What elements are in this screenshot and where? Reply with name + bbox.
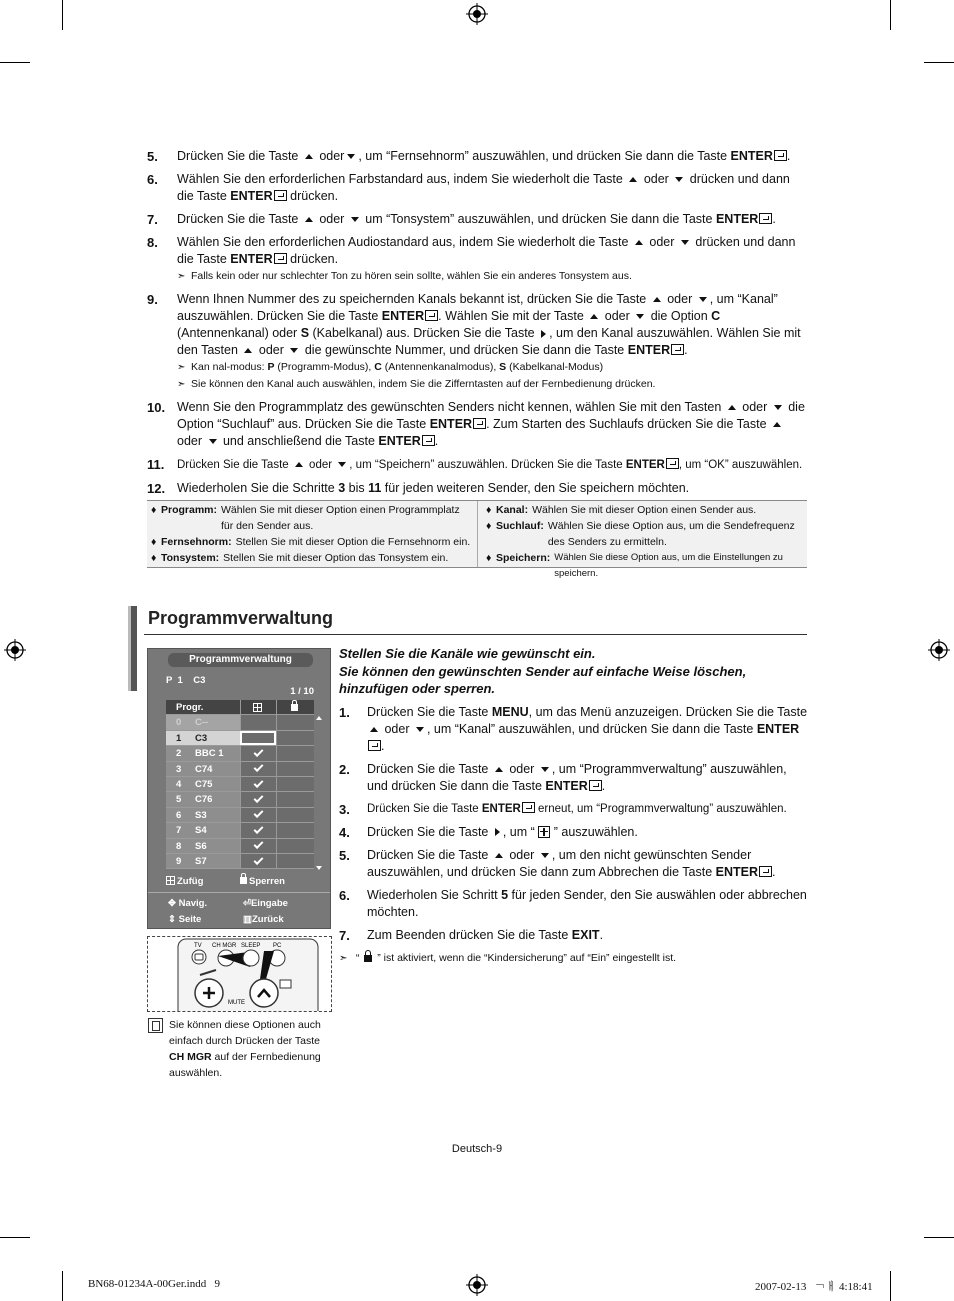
step-text: Drücken Sie die Taste oder , um “Fernsehnorm” auszuwählen, und drücken Sie dann die Taste ENTER . [177, 149, 791, 163]
bullet-icon: ♦ [151, 536, 157, 548]
enter-icon [589, 780, 602, 791]
crop-mark [890, 0, 891, 30]
osd-program-info: P 1 C3 [166, 675, 206, 686]
enter-icon [774, 150, 787, 161]
channel-number: 7 [176, 825, 182, 837]
page-number: Deutsch-9 [451, 1143, 503, 1155]
crop-mark [924, 62, 954, 63]
step-text: Wiederholen Sie Schritt 5 für jeden Sender, den Sie auswählen oder abbrechen möchten. [367, 887, 807, 919]
bullet-icon: ♦ [486, 520, 492, 532]
channel-name: C75 [195, 778, 213, 790]
osd-divider [148, 892, 330, 893]
lock-icon [291, 704, 298, 711]
step-number: 7. [339, 927, 350, 943]
steps-list [147, 148, 809, 503]
osd-channel-row [166, 715, 314, 730]
remote-tv-label: TV [194, 943, 202, 949]
step-text: Wählen Sie den erforderlichen Audiostandard aus, indem Sie wiederholt die Taste oder drücken und dann die Taste ENTER drücken. ➣ Falls kein oder nur schlechter Ton zu hören sein sollte, wählen Sie ein anderes Tonsystem aus. [177, 234, 809, 285]
channel-name: BBC 1 [195, 748, 224, 760]
enter-icon [274, 253, 287, 264]
step-item [147, 234, 809, 285]
osd-add-label: Zufüg [177, 876, 204, 887]
registration-mark-icon [466, 1274, 488, 1296]
option-label: Fernsehnorm: [161, 536, 232, 548]
step-number: 4. [339, 824, 350, 840]
crop-mark [62, 0, 63, 30]
enter-icon [759, 866, 772, 877]
channel-name: S7 [195, 855, 207, 867]
option-row [151, 550, 473, 566]
option-row [486, 518, 803, 550]
remote-mute-label: MUTE [228, 1000, 245, 1006]
scroll-up-icon [316, 716, 322, 720]
step-text: Drücken Sie die Taste ENTER erneut, um “Programmverwaltung” auszuwählen. [367, 802, 787, 815]
channel-name: C-- [195, 717, 209, 729]
lock-icon [240, 877, 247, 884]
down-arrow-icon [681, 240, 689, 245]
channel-name: C76 [195, 794, 213, 806]
down-arrow-icon [416, 727, 424, 732]
crop-mark [890, 1271, 891, 1301]
step-number: 2. [339, 761, 350, 777]
option-text: Wählen Sie diese Option aus, um die Einstellungen zu speichern. [554, 552, 783, 579]
note-arrow-icon: ➣ [177, 379, 186, 390]
step-number: 8. [147, 235, 158, 250]
osd-header-label: Progr. [176, 702, 204, 713]
registration-mark-icon [4, 639, 26, 661]
osd-channel-row [166, 746, 314, 761]
option-label: Tonsystem: [161, 552, 220, 564]
scroll-down-icon [316, 866, 322, 870]
option-label: Suchlauf: [496, 520, 544, 532]
step-number: 12. [147, 481, 166, 496]
up-arrow-icon [590, 314, 598, 319]
down-arrow-icon [290, 348, 298, 353]
section-bar [128, 606, 137, 691]
remote-pc-label: PC [273, 943, 282, 949]
option-text: Stellen Sie mit dieser Option das Tonsystem ein. [223, 552, 449, 564]
intro-line-1: Stellen Sie die Kanäle wie gewünscht ein. [339, 646, 596, 661]
options-right-column [478, 501, 807, 579]
bullet-icon: ♦ [486, 504, 492, 516]
enter-icon [522, 802, 535, 813]
down-arrow-icon [541, 853, 549, 858]
up-arrow-icon [728, 405, 736, 410]
channel-number: 1 [176, 732, 182, 744]
step-number: 9. [147, 292, 158, 307]
option-row [151, 534, 473, 550]
add-icon [166, 876, 175, 885]
option-text: Wählen Sie diese Option aus, um die Sendefrequenz des Senders zu ermitteln. [547, 520, 795, 548]
right-arrow-icon [541, 330, 546, 338]
step-text: Drücken Sie die Taste MENU, um das Menü anzuzeigen. Drücken Sie die Taste oder , um “Kanal” auszuwählen, und drücken Sie dann die Taste ENTER. [367, 704, 808, 753]
crop-mark [0, 1237, 30, 1238]
hint-text [169, 1017, 330, 1081]
step-number: 10. [147, 400, 166, 415]
program-management-steps [339, 645, 809, 967]
channel-number: 4 [176, 778, 182, 790]
step-text: Drücken Sie die Taste oder um “Tonsystem” auszuwählen, und drücken Sie dann die Taste ENTER . [177, 212, 776, 226]
option-text: Stellen Sie mit dieser Option die Fernsehnorm ein. [235, 536, 471, 548]
step-text: Drücken Sie die Taste oder , um “Programmverwaltung” auszuwählen, und drücken Sie dann die Taste ENTER . [367, 761, 787, 793]
crop-mark [924, 1237, 954, 1238]
registration-mark-icon [928, 639, 950, 661]
return-icon: ▥ [243, 914, 252, 925]
channel-number: 8 [176, 840, 182, 852]
osd-channel-row [166, 777, 314, 792]
step-text: Drücken Sie die Taste oder , um “Speichern” auszuwählen. Drücken Sie die Taste ENTER , um “OK” auszuwählen. [177, 459, 803, 471]
channel-number: 5 [176, 794, 182, 806]
down-arrow-icon [774, 405, 782, 410]
step-text: Zum Beenden drücken Sie die Taste EXIT. [367, 927, 604, 942]
step-6 [339, 887, 809, 921]
up-arrow-icon [370, 727, 378, 732]
osd-channel-row [166, 731, 314, 746]
channel-name: S3 [195, 809, 207, 821]
down-arrow-icon [699, 297, 707, 302]
step-3 [339, 801, 809, 818]
checkmark-icon [254, 762, 264, 772]
down-arrow-icon [351, 217, 359, 222]
up-arrow-icon [773, 422, 781, 427]
osd-channel-row [166, 839, 314, 854]
add-icon [538, 826, 550, 838]
down-arrow-icon [209, 439, 217, 444]
step-note: ➣ Sie können den Kanal auch auswählen, indem Sie die Zifferntasten auf der Fernbedienung drücken. [177, 376, 809, 393]
step-number: 3. [339, 801, 350, 817]
channel-number: 2 [176, 748, 182, 760]
step-text: Drücken Sie die Taste oder , um den nicht gewünschten Sender auszuwählen, und drücken Sie dann zum Abbrechen die Taste ENTER . [367, 847, 776, 879]
channel-name: S4 [195, 825, 207, 837]
step-item [147, 399, 809, 450]
step-number: 7. [147, 212, 158, 227]
down-arrow-icon [347, 154, 355, 159]
step-number: 6. [339, 887, 350, 903]
osd-lock-label: Sperren [249, 876, 285, 887]
checkmark-icon [254, 778, 264, 788]
bullet-icon: ♦ [151, 504, 157, 516]
up-arrow-icon [495, 767, 503, 772]
options-left-column [147, 501, 478, 567]
option-label: Kanal: [496, 504, 529, 516]
options-table [147, 500, 807, 579]
step-item [147, 291, 809, 393]
option-row [151, 502, 473, 534]
up-arrow-icon [495, 853, 503, 858]
checkmark-icon [254, 839, 264, 849]
step-item [147, 171, 809, 205]
step-item [147, 480, 809, 497]
down-arrow-icon [636, 314, 644, 319]
step-text: Wählen Sie den erforderlichen Farbstandard aus, indem Sie wiederholt die Taste oder drücken und dann die Taste ENTER drücken. [177, 172, 790, 203]
hint-text-bold: CH MGR [169, 1051, 212, 1063]
bullet-icon: ♦ [151, 552, 157, 564]
channel-name: C74 [195, 763, 213, 775]
hint-text-pre: Sie können diese Optionen auch einfach durch Drücken der Taste [169, 1019, 321, 1047]
step-number: 1. [339, 704, 350, 720]
step-number: 5. [147, 149, 158, 164]
intro-text [339, 645, 809, 698]
enter-icon [473, 418, 486, 429]
remote-sleep-label: SLEEP [241, 943, 261, 949]
channel-name: C3 [195, 732, 208, 744]
enter-icon: ⏎ [243, 898, 251, 909]
step-2 [339, 761, 809, 795]
step-note: ➣ Kan nal-modus: P (Programm-Modus), C (Antennenkanalmodus), S (Kabelkanal-Modus) [177, 359, 809, 376]
up-arrow-icon [635, 240, 643, 245]
enter-icon [274, 190, 287, 201]
option-label: Speichern: [496, 552, 551, 564]
crop-mark [0, 62, 30, 63]
osd-navigation-hints [168, 896, 318, 928]
osd-channel-row [166, 823, 314, 838]
lock-icon [364, 955, 372, 962]
page-icon: ⇕ [168, 914, 176, 925]
lock-note-text: ” ist aktiviert, wenn die “Kindersicherung” auf “Ein” eingestellt ist. [377, 951, 677, 964]
section-rule [144, 634, 807, 635]
step-text: Wiederholen Sie die Schritte 3 bis 11 für jeden weiteren Sender, den Sie speichern möchten. [177, 481, 690, 495]
step-text: Drücken Sie die Taste , um “ ” auszuwählen. [367, 824, 638, 839]
print-date-info: 2007-02-13 ￢ￃ 4:18:41 [755, 1281, 873, 1293]
channel-name: S6 [195, 840, 207, 852]
osd-page-label: Seite [178, 914, 202, 925]
enter-icon [671, 344, 684, 355]
osd-channel-table [166, 700, 314, 869]
enter-icon [425, 310, 438, 321]
osd-channel-row [166, 808, 314, 823]
crop-mark [62, 1271, 63, 1301]
remote-chmgr-label: CH MGR [212, 943, 237, 949]
step-text: Wenn Sie den Programmplatz des gewünschten Senders nicht kennen, wählen Sie mit den Tasten oder die Option “Suchlauf” aus. Drücken Sie die Taste ENTER . Zum Starten des Suchlaufs drücken Sie die Taste oder und anschließend die Taste ENTER . [177, 400, 805, 448]
down-arrow-icon [338, 462, 346, 467]
osd-channel-row [166, 762, 314, 777]
enter-icon [666, 458, 679, 469]
step-7 [339, 927, 809, 944]
add-icon [253, 703, 262, 712]
section-title: Programmverwaltung [148, 608, 334, 628]
remote-hint-icon [148, 1018, 163, 1033]
down-arrow-icon [541, 767, 549, 772]
osd-back-label: Zurück [251, 914, 284, 925]
step-number: 6. [147, 172, 158, 187]
remote-illustration [147, 936, 332, 1012]
option-label: Programm: [161, 504, 218, 516]
checkmark-icon [254, 824, 264, 834]
osd-nav-label: Navig. [178, 898, 208, 909]
channel-number: 3 [176, 763, 182, 775]
enter-icon [422, 435, 435, 446]
note-arrow-icon: ➣ [177, 271, 186, 282]
checkmark-icon [254, 747, 264, 757]
up-arrow-icon [629, 177, 637, 182]
note-arrow-icon: ➣ [339, 952, 348, 964]
osd-channel-row [166, 854, 314, 869]
down-arrow-icon [675, 177, 683, 182]
step-1 [339, 704, 809, 755]
option-text: Wählen Sie mit dieser Option einen Programmplatz für den Sender aus. [221, 504, 460, 532]
navigate-icon: ✥ [168, 898, 176, 909]
step-4 [339, 824, 809, 841]
bullet-icon: ♦ [486, 552, 492, 564]
intro-line-2: Sie können den gewünschten Sender auf einfache Weise löschen, hinzufügen oder sperren. [339, 663, 747, 696]
up-arrow-icon [244, 348, 252, 353]
enter-icon [759, 213, 772, 224]
step-item [147, 211, 809, 228]
up-arrow-icon [305, 154, 313, 159]
up-arrow-icon [295, 462, 303, 467]
print-file-info: BN68-01234A-00Ger.indd 9 [88, 1278, 220, 1290]
hint-note [148, 1017, 330, 1081]
step-number: 11. [147, 457, 165, 472]
osd-table-header [166, 700, 314, 715]
enter-icon [368, 740, 381, 751]
osd-channel-row [166, 792, 314, 807]
note-arrow-icon: ➣ [177, 362, 186, 373]
channel-number: 0 [176, 717, 182, 729]
lock-note: ➣ “ ” ist aktiviert, wenn die “Kindersicherung” auf “Ein” eingestellt ist. [339, 950, 809, 967]
osd-page-count: 1 / 10 [290, 686, 314, 697]
step-number: 5. [339, 847, 350, 863]
option-row [486, 550, 803, 582]
right-arrow-icon [495, 828, 500, 836]
up-arrow-icon [305, 217, 313, 222]
osd-title: Programmverwaltung [168, 653, 313, 667]
osd-menu [147, 648, 331, 929]
osd-enter-label: Eingabe [250, 898, 288, 909]
step-note: ➣ Falls kein oder nur schlechter Ton zu hören sein sollte, wählen Sie ein anderes Tonsystem aus. [177, 268, 809, 285]
option-text: Wählen Sie mit dieser Option einen Sender aus. [532, 504, 757, 516]
up-arrow-icon [653, 297, 661, 302]
checkmark-icon [254, 793, 264, 803]
channel-number: 9 [176, 855, 182, 867]
channel-number: 6 [176, 809, 182, 821]
checkmark-icon [254, 809, 264, 819]
hint-text-post: auf der Fernbedienung auswählen. [169, 1051, 321, 1079]
checkmark-icon [254, 855, 264, 865]
step-item [147, 456, 809, 474]
option-row [486, 502, 803, 518]
step-item [147, 148, 809, 165]
registration-mark-icon [466, 3, 488, 25]
step-text: Wenn Ihnen Nummer des zu speichernden Kanals bekannt ist, drücken Sie die Taste oder , um “Kanal” auszuwählen. Drücken Sie die Taste ENTER . Wählen Sie mit der Taste oder die Option C (Antennenkanal) oder S (Kabelkanal) aus. Drücken Sie die Taste , um den Kanal auszuwählen. Wählen Sie mit den Tasten oder die gewünschte Nummer, und drücken Sie dann die Taste ENTER . ➣ Kan nal-modus: P (Programm-Modus), C (Antennenkanalmodus), S (Kabelkanal-Modus) ➣ Sie können den Kanal auch auswählen, indem Sie die Zifferntasten auf der Fernbedienung drücken. [177, 291, 809, 393]
remote-drawing [148, 937, 332, 1012]
step-5 [339, 847, 809, 881]
osd-legend [166, 876, 314, 887]
